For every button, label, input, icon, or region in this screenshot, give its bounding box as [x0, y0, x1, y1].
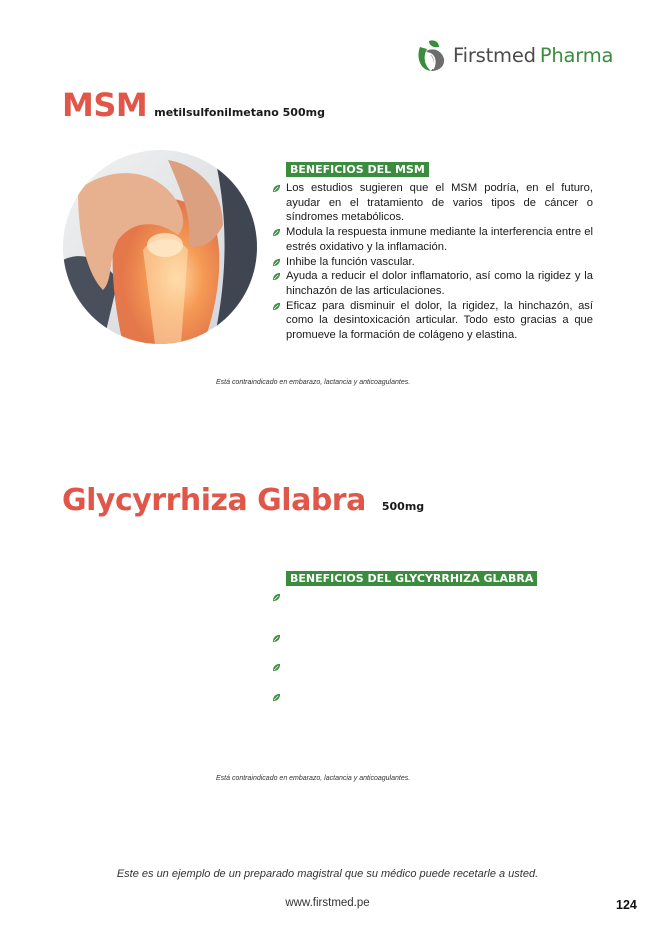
benefits-heading: BENEFICIOS DEL MSM [286, 162, 429, 177]
product-subtitle: 500mg [381, 500, 425, 513]
contraindication-note: Está contraindicado en embarazo, lactancia y anticoagulantes. [216, 379, 411, 386]
leaf-icon [272, 258, 281, 267]
leaf-icon [272, 693, 281, 702]
leaf-icon [272, 228, 281, 237]
brand-name: Firstmed Pharma [453, 43, 614, 67]
product-title-glycyrrhiza [62, 483, 424, 518]
leaf-icon [272, 593, 281, 602]
logo-mark-icon [414, 37, 450, 73]
list-item: Modula la respuesta inmune mediante la interferencia entre el estrés oxidativo y la inflamación. [272, 225, 593, 254]
contraindication-note: Está contraindicado en embarazo, lactancia y anticoagulantes. [216, 775, 411, 782]
benefits-list [272, 181, 593, 343]
product-subtitle: metilsulfonilmetano 500mg [154, 106, 325, 119]
page-number: 124 [616, 898, 637, 912]
leaf-icon [272, 663, 281, 672]
footer-disclaimer: Este es un ejemplo de un preparado magistral que su médico puede recetarle a usted. [116, 868, 539, 880]
benefits-heading: BENEFICIOS DEL GLYCYRRHIZA GLABRA [286, 571, 537, 586]
list-item: Ayuda a reducir el dolor inflamatorio, así como la rigidez y la hinchazón de las articulaciones. [272, 269, 593, 298]
product-title-msm [62, 86, 325, 124]
list-item: Los estudios sugieren que el MSM podría, en el futuro, ayudar en el tratamiento de varios tipos de cáncer o síndromes metabólicos. [272, 181, 593, 225]
knee-pain-photo [63, 150, 257, 344]
leaf-icon [272, 184, 281, 193]
product-name: Glycyrrhiza Glabra [62, 483, 366, 518]
leaf-icon [272, 302, 281, 311]
brand-logo [414, 36, 629, 74]
leaf-icon [272, 634, 281, 643]
product-name: MSM [62, 86, 148, 124]
leaf-icon [272, 272, 281, 281]
list-item: Inhibe la función vascular. [272, 255, 593, 270]
website-link[interactable]: www.firstmed.pe [285, 897, 370, 909]
list-item: Eficaz para disminuir el dolor, la rigidez, la hinchazón, así como la desintoxicación articular. Todo esto gracias a que promueve la formación de colágeno y elastina. [272, 299, 593, 343]
